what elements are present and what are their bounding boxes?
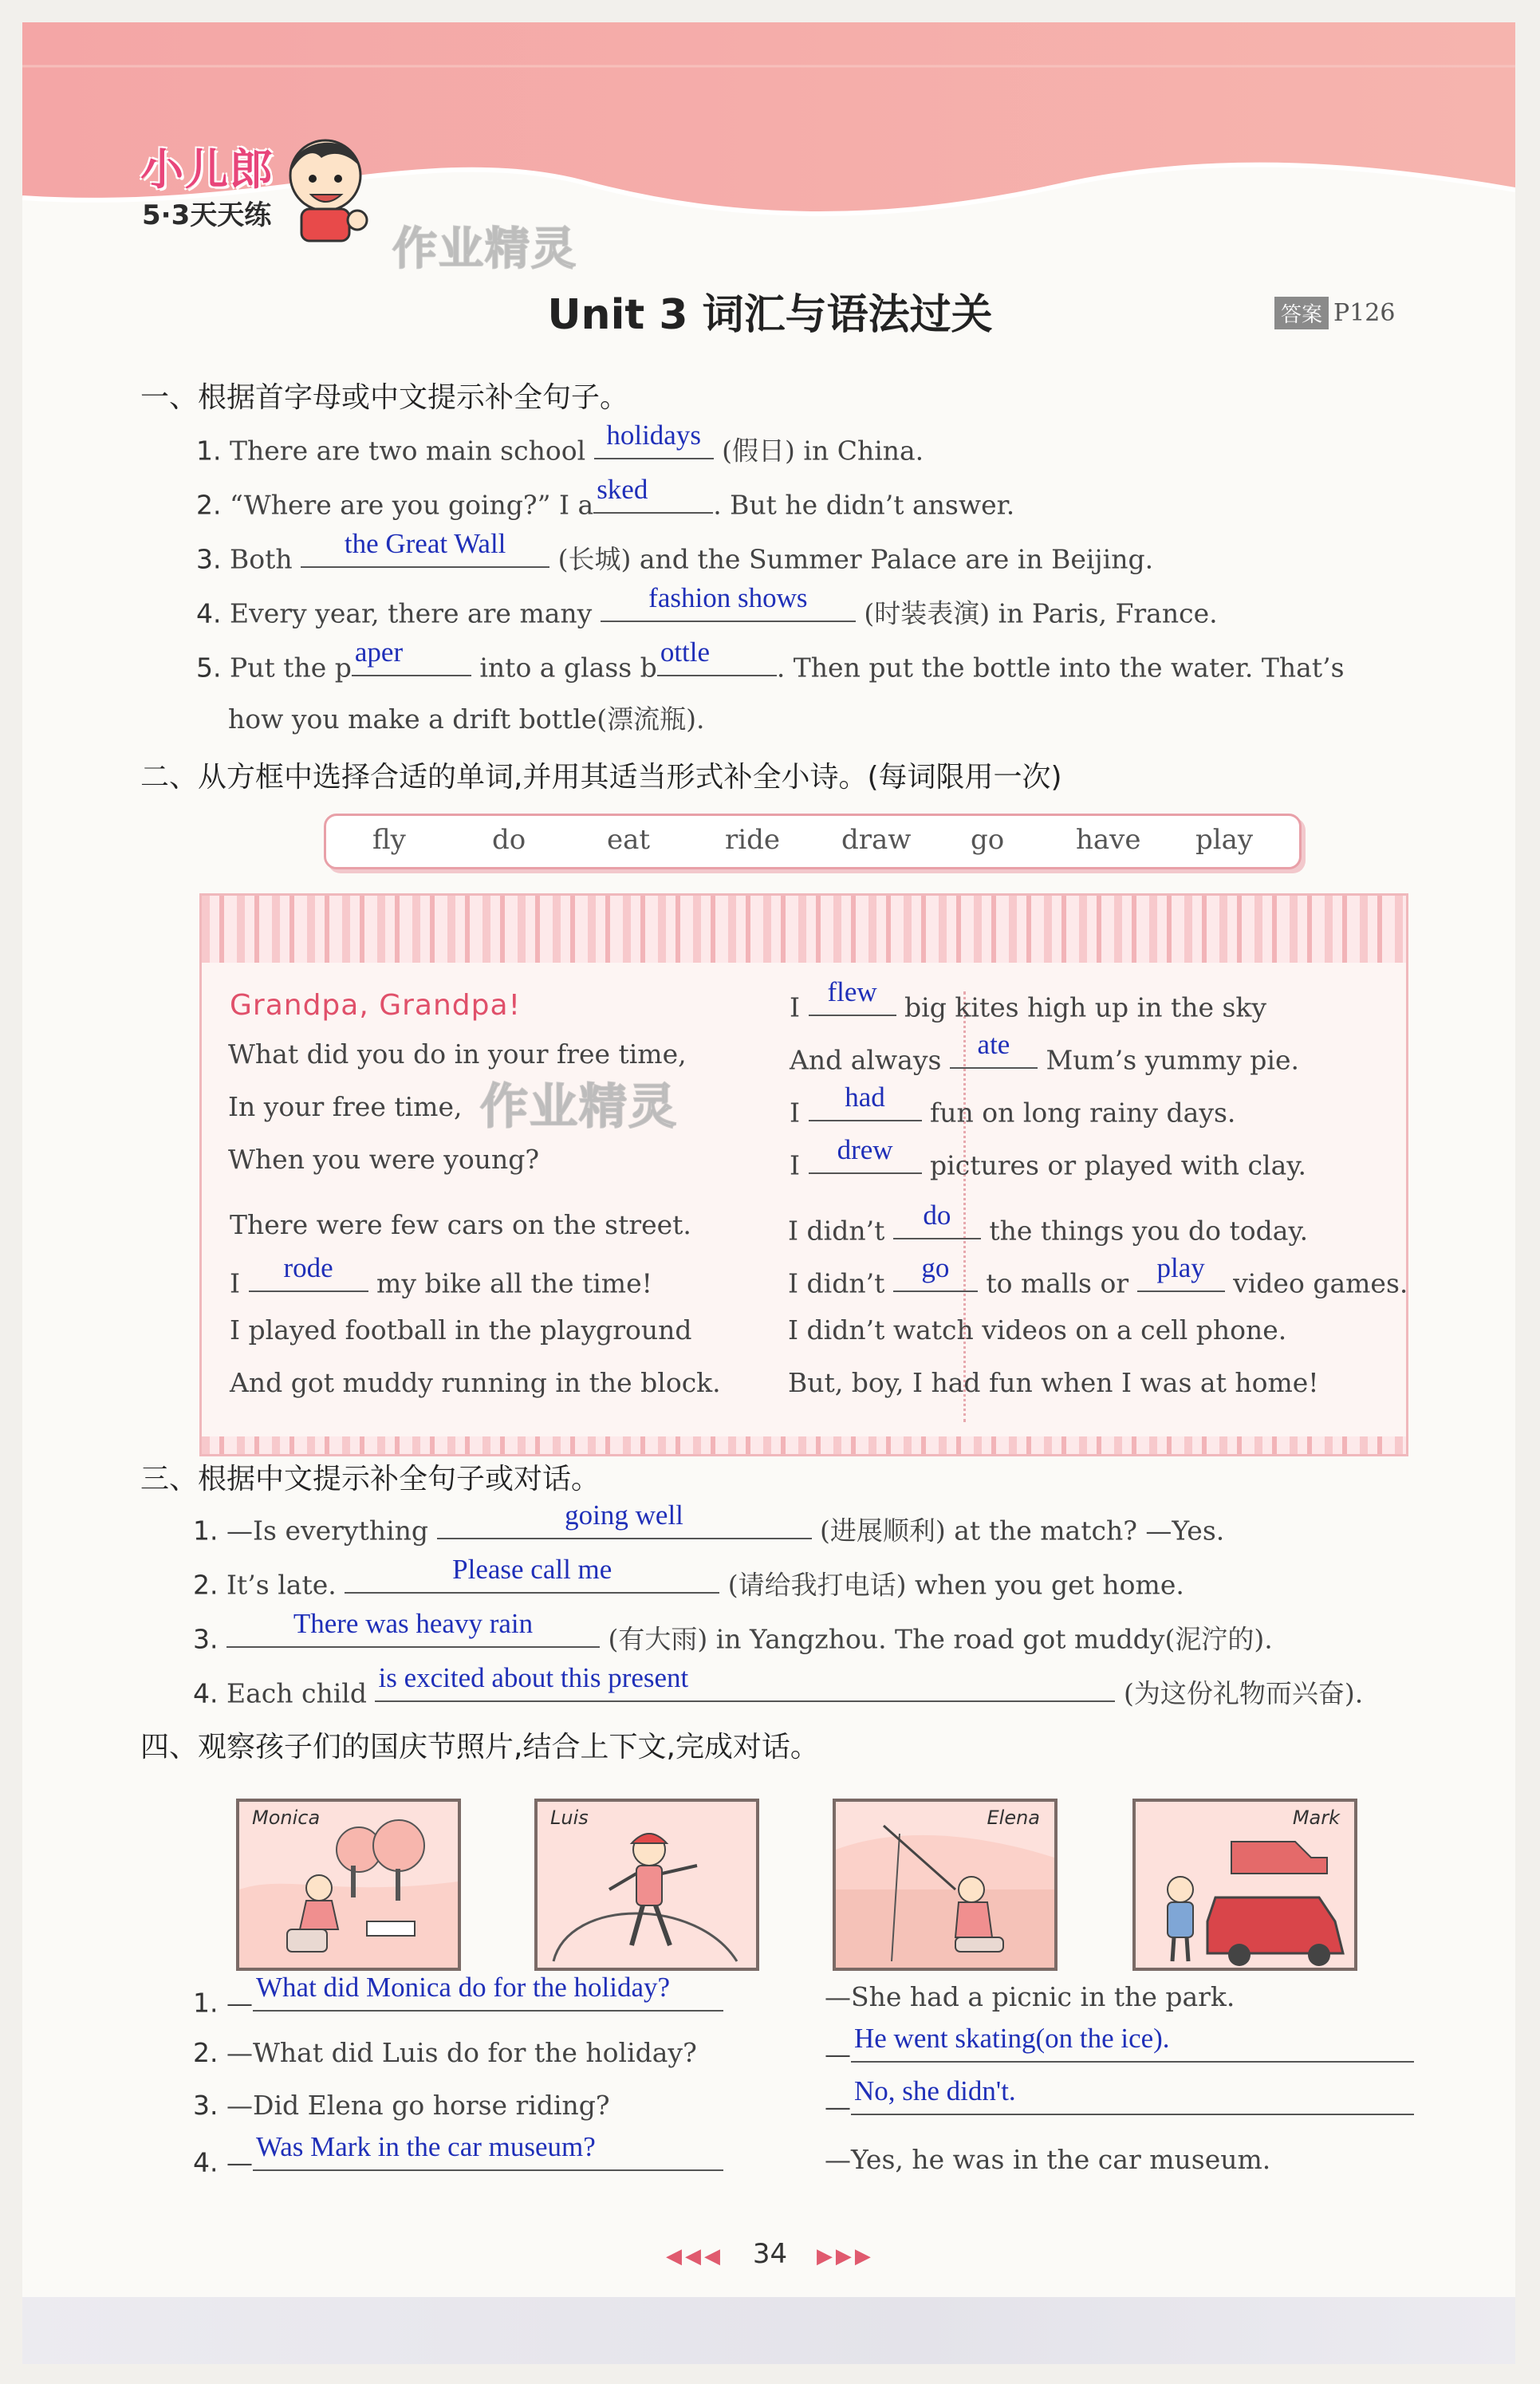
page-number: 34 xyxy=(752,2238,788,2270)
page-footer xyxy=(0,2238,1540,2270)
prev-arrows-icon: ◀◀◀ xyxy=(666,2244,724,2268)
word-option: have xyxy=(1076,824,1141,856)
poem-right-line: But, boy, I had fun when I was at home! xyxy=(788,1367,1319,1398)
photo-label: Luis xyxy=(550,1807,589,1829)
photo-label: Mark xyxy=(1292,1807,1340,1829)
word-option: play xyxy=(1195,824,1254,856)
answer-blank[interactable]: sked xyxy=(593,483,713,514)
answer-blank[interactable]: play xyxy=(1137,1262,1225,1292)
poem-left-line: In your free time, xyxy=(228,1091,463,1122)
answer-page: P126 xyxy=(1333,299,1396,327)
answer-blank[interactable]: rode xyxy=(249,1262,368,1292)
s4-item-3: 3. —Did Elena go horse riding? xyxy=(193,2090,610,2121)
page-title: Unit 3 词汇与语法过关 xyxy=(547,291,993,339)
s1-item-3: 3. Both the Great Wall (长城) and the Summer Palace are in Beijing. xyxy=(196,528,1154,575)
answer-blank[interactable]: aper xyxy=(352,646,471,676)
word-option: ride xyxy=(725,824,781,856)
poem-title: Grandpa, Grandpa! xyxy=(230,989,521,1022)
poem-left-line: I played football in the playground xyxy=(230,1314,692,1346)
poem-right-line: And always ate Mum’s yummy pie. xyxy=(790,1029,1299,1076)
answer-reference xyxy=(1274,297,1395,329)
word-option: eat xyxy=(607,824,651,856)
s3-item-3: 3. There was heavy rain (有大雨) in Yangzhou. The road got muddy(泥泞的). xyxy=(193,1608,1273,1655)
s3-item-1: 1. —Is everything going well (进展顺利) at the match? —Yes. xyxy=(193,1499,1225,1547)
s4-item-2-reply: — He went skating(on the ice). xyxy=(825,2032,1414,2069)
s1-item-4: 4. Every year, there are many fashion shows (时装表演) in Paris, France. xyxy=(196,582,1218,629)
poem-stripe-bottom xyxy=(202,1436,1406,1454)
s1-item-5-line2: how you make a drift bottle(漂流瓶). xyxy=(228,703,705,735)
next-arrows-icon: ▶▶▶ xyxy=(816,2244,874,2268)
answer-blank[interactable]: He went skating(on the ice). xyxy=(851,2032,1414,2063)
photo-label: Monica xyxy=(252,1807,321,1829)
answer-tag: 答案 xyxy=(1274,297,1329,329)
watermark: 作业精灵 xyxy=(480,1079,678,1135)
page-bottom-edge xyxy=(22,2297,1515,2364)
poem-left-line: I rode my bike all the time! xyxy=(230,1252,652,1299)
logo-title: 小儿郎 xyxy=(140,144,274,195)
photo-mark xyxy=(1132,1799,1357,1971)
poem-stripe-top xyxy=(202,896,1406,963)
answer-blank[interactable]: drew xyxy=(809,1144,922,1174)
s4-item-1-reply: —She had a picnic in the park. xyxy=(825,1981,1235,2012)
photo-elena xyxy=(833,1799,1058,1971)
answer-blank[interactable]: Please call me xyxy=(345,1563,719,1594)
answer-blank[interactable]: the Great Wall xyxy=(301,538,549,568)
answer-blank[interactable]: had xyxy=(809,1091,922,1121)
word-option: do xyxy=(492,824,526,856)
answer-blank[interactable]: Was Mark in the car museum? xyxy=(253,2141,723,2171)
answer-blank[interactable]: fashion shows xyxy=(601,592,856,622)
poem-left-line: There were few cars on the street. xyxy=(230,1209,691,1240)
s1-item-2: 2. “Where are you going?” I a sked . But he didn’t answer. xyxy=(196,474,1015,521)
section-4-heading: 四、观察孩子们的国庆节照片,结合上下文,完成对话。 xyxy=(140,1731,819,1763)
answer-blank[interactable]: What did Monica do for the holiday? xyxy=(253,1981,723,2012)
word-option: go xyxy=(971,824,1005,856)
answer-blank[interactable]: No, she didn't. xyxy=(851,2085,1414,2115)
poem-right-line: I flew big kites high up in the sky xyxy=(790,976,1267,1023)
word-option: draw xyxy=(841,824,912,856)
answer-blank[interactable]: is excited about this present xyxy=(375,1672,1115,1702)
poem-right-line: I didn’t watch videos on a cell phone. xyxy=(788,1314,1287,1346)
s4-item-4-reply: —Yes, he was in the car museum. xyxy=(825,2144,1271,2175)
s4-item-3-reply: — No, she didn't. xyxy=(825,2085,1414,2122)
s4-item-2: 2. —What did Luis do for the holiday? xyxy=(193,2037,697,2068)
s3-item-4: 4. Each child is excited about this present (为这份礼物而兴奋). xyxy=(193,1662,1364,1709)
answer-blank[interactable]: There was heavy rain xyxy=(226,1618,600,1648)
poem-right-line: I drew pictures or played with clay. xyxy=(790,1134,1306,1181)
photo-luis xyxy=(534,1799,759,1971)
answer-blank[interactable]: going well xyxy=(437,1509,812,1539)
answer-blank[interactable]: ate xyxy=(950,1038,1038,1069)
answer-blank[interactable]: flew xyxy=(809,986,896,1016)
watermark: 作业精灵 xyxy=(392,223,577,275)
section-2-heading: 二、从方框中选择合适的单词,并用其适当形式补全小诗。(每词限用一次) xyxy=(140,761,1062,794)
s4-item-4: 4. — Was Mark in the car museum? xyxy=(193,2141,723,2177)
photo-monica xyxy=(236,1799,461,1971)
answer-blank[interactable]: go xyxy=(893,1262,978,1292)
s3-item-2: 2. It’s late. Please call me (请给我打电话) when you get home. xyxy=(193,1554,1184,1601)
poem-left-line: What did you do in your free time, xyxy=(228,1038,687,1070)
poem-right-line: I had fun on long rainy days. xyxy=(790,1082,1236,1129)
s1-item-5: 5. Put the p aper into a glass b ottle . Then put the bottle into the water. That’s xyxy=(196,636,1345,684)
photo-label: Elena xyxy=(987,1807,1040,1829)
brand-logo xyxy=(110,136,341,239)
poem-left-line: When you were young? xyxy=(228,1144,540,1175)
poem-right-line: I didn’t go to malls or play video games. xyxy=(788,1252,1408,1299)
section-3-heading: 三、根据中文提示补全句子或对话。 xyxy=(140,1463,601,1495)
word-box xyxy=(324,814,1302,869)
answer-blank[interactable]: holidays xyxy=(594,429,714,459)
poem-left-line: And got muddy running in the block. xyxy=(230,1367,721,1398)
s1-item-1: 1. There are two main school holidays (假日) in China. xyxy=(196,420,924,467)
word-option: fly xyxy=(372,824,406,856)
answer-blank[interactable]: do xyxy=(893,1209,981,1239)
logo-subtitle: 5·3天天练 xyxy=(142,199,272,231)
answer-blank[interactable]: ottle xyxy=(657,646,777,676)
s4-item-1: 1. — What did Monica do for the holiday? xyxy=(193,1981,723,2018)
section-1-heading: 一、根据首字母或中文提示补全句子。 xyxy=(140,381,629,414)
poem-right-line: I didn’t do the things you do today. xyxy=(788,1200,1309,1247)
